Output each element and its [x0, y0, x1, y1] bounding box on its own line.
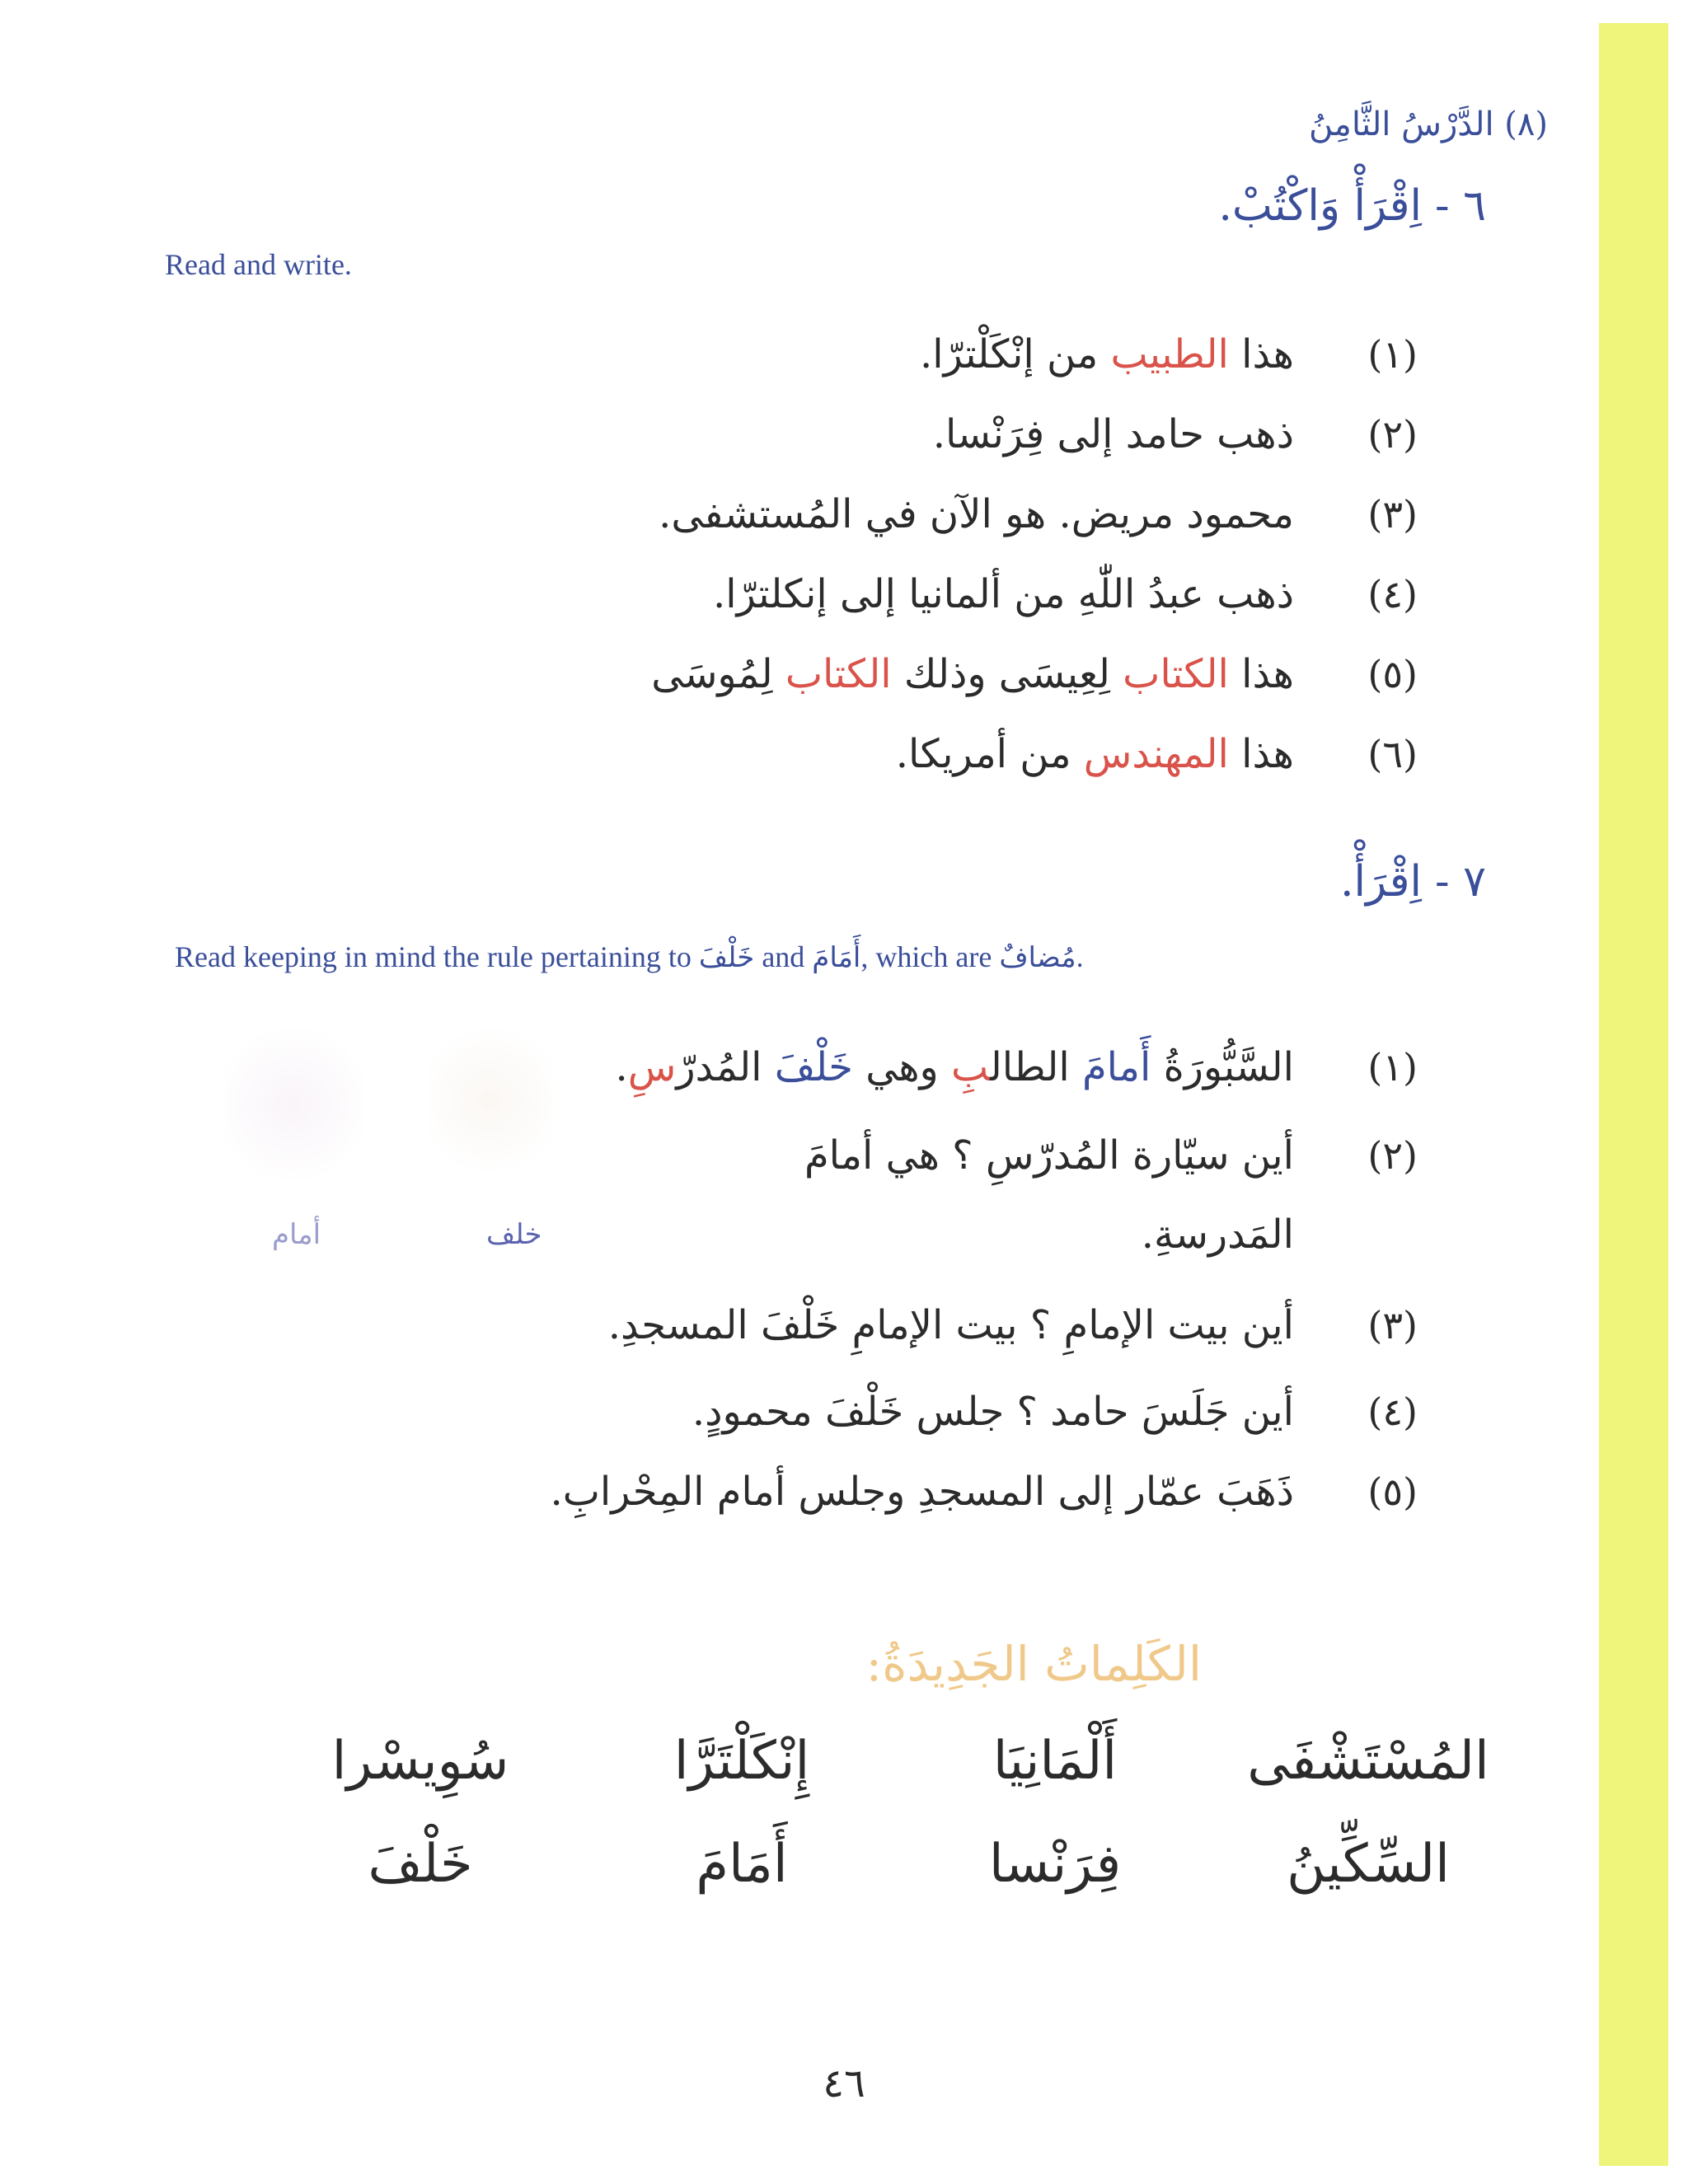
- ex7-sentence-1: [346, 1034, 1418, 1100]
- vocab-word: فِرَنْسا: [988, 1834, 1122, 1895]
- sentence-number: (١): [1367, 1045, 1418, 1090]
- sentence-text: هذا الطبيب من إنْكَلْترّا.: [920, 331, 1294, 377]
- page-number: ٤٦: [823, 2060, 865, 2107]
- highlight-khalfa: خَلْفَ: [774, 1044, 853, 1090]
- highlight-amama: أَمامَ: [1081, 1044, 1151, 1090]
- highlight-word: الطبيب: [1110, 331, 1229, 377]
- sentence-number: (٣): [1367, 492, 1418, 537]
- vocab-word: أَلْمَانِيَا: [992, 1731, 1118, 1792]
- sentence-number: (٢): [1367, 1133, 1418, 1178]
- highlight-word: الكتاب: [785, 651, 892, 697]
- sentence-text: محمود مريض. هو الآن في المُستشفى.: [659, 491, 1294, 537]
- sentence-number: (٥): [1367, 1469, 1418, 1514]
- ex6-sentence-1: [346, 321, 1418, 387]
- sentence-number: (٤): [1367, 1390, 1418, 1434]
- vocab-word: المُسْتَشْفَى: [1247, 1731, 1489, 1792]
- sentence-number: (١): [1367, 332, 1418, 377]
- ex7-sentence-2-continuation: [775, 1202, 1294, 1268]
- exercise7-instruction: Read keeping in mind the rule pertaining to خَلْفَ and أَمَامَ, which are مُضافٌ.: [175, 940, 1084, 974]
- sentence-text: هذا الكتاب لِعِيسَى وذلك الكتاب لِمُوسَى: [651, 651, 1294, 697]
- ex6-sentence-4: [346, 561, 1418, 627]
- sentence-text: المَدرسةِ.: [1141, 1212, 1294, 1258]
- ex7-sentence-4: [346, 1379, 1418, 1445]
- arabic-word-amama: أَمَامَ: [812, 941, 861, 974]
- sentence-number: (٥): [1367, 652, 1418, 696]
- vocab-word: أَمَامَ: [696, 1834, 788, 1895]
- sentence-text: أين بيت الإمامِ ؟ بيت الإمامِ خَلْفَ المسجدِ.: [607, 1302, 1294, 1348]
- sentence-number: (٣): [1367, 1303, 1418, 1347]
- arabic-word-khalfa: خَلْفَ: [698, 941, 755, 974]
- side-color-strip: [1599, 23, 1668, 2166]
- ex7-sentence-2: [775, 1122, 1418, 1188]
- ex6-sentence-6: [346, 721, 1418, 787]
- vocab-word: سُوِيسْرا: [331, 1731, 509, 1792]
- vocab-word: إِنْكَلْتَرَّا: [673, 1731, 810, 1792]
- exercise6-number: ٦ -: [1434, 181, 1486, 231]
- sentence-text: ذهب حامد إلى فِرَنْسا.: [932, 411, 1294, 457]
- sentence-text: أين جَلَسَ حامد ؟ جلس خَلْفَ محمودٍ.: [692, 1389, 1294, 1435]
- vocab-word: السِّكِّينُ: [1287, 1834, 1450, 1895]
- ex7-sentence-3: [346, 1292, 1418, 1358]
- exercise7-title: اِقْرَأْ.: [1339, 857, 1422, 907]
- exercise6-instruction: Read and write.: [165, 248, 352, 281]
- sentence-text: ذهب عبدُ اللّٰهِ من ألمانيا إلى إنكلترّا.: [713, 571, 1294, 617]
- arabic-word-mudaf: مُضافٌ: [999, 941, 1076, 974]
- highlight-word: المهندس: [1083, 731, 1229, 777]
- sentence-text: هذا المهندس من أمريكا.: [895, 731, 1294, 777]
- ex6-sentence-2: [346, 401, 1418, 467]
- illustration-front: [223, 1026, 363, 1183]
- ex6-sentence-3: [346, 481, 1418, 547]
- sentence-text: أين سيّارة المُدرّسِ ؟ هي أمامَ: [804, 1132, 1294, 1179]
- picture-label-behind: خلف: [486, 1218, 542, 1251]
- exercise6-title: اِقْرَأْ وَاكْتُبْ.: [1218, 181, 1422, 231]
- picture-label-front: أمام: [272, 1218, 321, 1251]
- vocabulary-title: الكَلِماتُ الجَدِيدَةُ:: [865, 1636, 1202, 1692]
- sentence-text: السَّبُّورَةُ أَمامَ الطالبِ وهي خَلْفَ المُدرّسِ.: [615, 1044, 1294, 1090]
- sentence-number: (٦): [1367, 732, 1418, 776]
- exercise6-heading: [744, 181, 1486, 231]
- exercise7-heading: [744, 857, 1486, 907]
- highlight-word: الكتاب: [1123, 651, 1229, 697]
- ex7-sentence-5: [346, 1459, 1418, 1525]
- exercise7-number: ٧ -: [1434, 857, 1486, 907]
- sentence-text: ذَهَبَ عمّار إلى المسجدِ وجلس أمام المِحْرابِ.: [550, 1469, 1294, 1515]
- sentence-number: (٢): [1367, 412, 1418, 457]
- vocab-word: خَلْفَ: [368, 1834, 473, 1895]
- sentence-number: (٤): [1367, 572, 1418, 616]
- lesson-title: (٨) الدَّرْسُ الثَّامِنُ: [1308, 105, 1548, 143]
- ex6-sentence-5: [346, 641, 1418, 707]
